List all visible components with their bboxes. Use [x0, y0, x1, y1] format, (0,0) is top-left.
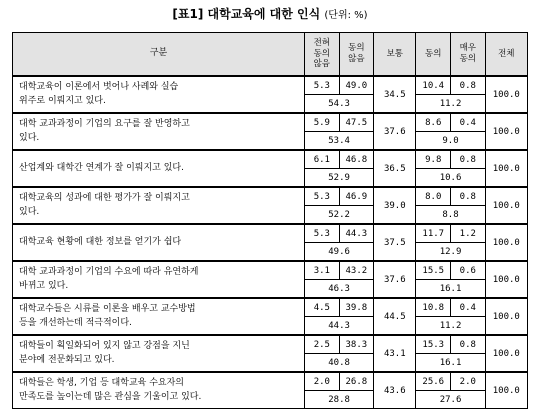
cell-agree-sum: 10.6 — [416, 169, 485, 188]
table-row — [13, 261, 528, 280]
cell-disagree-sum: 53.4 — [305, 132, 374, 151]
cell-total: 100.0 — [485, 76, 527, 113]
cell-strongly-disagree: 2.5 — [305, 335, 340, 354]
cell-neutral: 36.5 — [374, 150, 416, 187]
table-row — [13, 113, 528, 132]
cell-disagree: 47.5 — [339, 113, 374, 132]
header-strongly-disagree: 전혀 동의 않음 — [305, 33, 340, 77]
cell-agree: 15.3 — [416, 335, 451, 354]
cell-agree: 11.7 — [416, 224, 451, 243]
cell-disagree-sum: 28.8 — [305, 391, 374, 409]
cell-agree-sum: 11.2 — [416, 95, 485, 114]
cell-agree: 10.4 — [416, 76, 451, 95]
cell-total: 100.0 — [485, 150, 527, 187]
cell-disagree-sum: 40.8 — [305, 354, 374, 373]
cell-total: 100.0 — [485, 187, 527, 224]
cell-neutral: 34.5 — [374, 76, 416, 113]
cell-agree: 8.0 — [416, 187, 451, 206]
cell-strongly-disagree: 5.9 — [305, 113, 340, 132]
header-item: 구분 — [13, 33, 305, 77]
cell-disagree-sum: 54.3 — [305, 95, 374, 114]
cell-neutral: 37.6 — [374, 261, 416, 298]
cell-strongly-disagree: 3.1 — [305, 261, 340, 280]
cell-disagree: 49.0 — [339, 76, 374, 95]
cell-disagree-sum: 52.9 — [305, 169, 374, 188]
cell-strongly-disagree: 5.3 — [305, 76, 340, 95]
cell-agree-sum: 8.8 — [416, 206, 485, 225]
cell-strongly-agree: 2.0 — [451, 372, 486, 391]
cell-total: 100.0 — [485, 335, 527, 372]
cell-neutral: 44.5 — [374, 298, 416, 335]
cell-total: 100.0 — [485, 224, 527, 261]
cell-neutral: 37.6 — [374, 113, 416, 150]
row-item-label: 대학 교과과정이 기업의 수요에 따라 유연하게 바뀌고 있다. — [13, 261, 305, 298]
row-item-label: 산업계와 대학간 연계가 잘 이뤄지고 있다. — [13, 150, 305, 187]
cell-agree: 15.5 — [416, 261, 451, 280]
cell-total: 100.0 — [485, 298, 527, 335]
table-row — [13, 76, 528, 95]
cell-total: 100.0 — [485, 261, 527, 298]
cell-strongly-agree: 0.6 — [451, 261, 486, 280]
cell-total: 100.0 — [485, 113, 527, 150]
cell-agree-sum: 16.1 — [416, 280, 485, 299]
cell-agree-sum: 11.2 — [416, 317, 485, 336]
cell-disagree: 26.8 — [339, 372, 374, 391]
table-row — [13, 298, 528, 317]
header-neutral: 보통 — [374, 33, 416, 77]
cell-disagree: 39.8 — [339, 298, 374, 317]
cell-strongly-disagree: 5.3 — [305, 224, 340, 243]
row-item-label: 대학들이 획일화되어 있지 않고 강점을 지닌 분야에 전문화되고 있다. — [13, 335, 305, 372]
header-disagree: 동의 않음 — [339, 33, 374, 77]
header-strongly-agree: 매우 동의 — [451, 33, 486, 77]
table-row — [13, 187, 528, 206]
unit-label: (단위: %) — [324, 10, 368, 21]
header-total: 전체 — [485, 33, 527, 77]
cell-strongly-agree: 0.8 — [451, 76, 486, 95]
table-title-text: [표1] 대학교육에 대한 인식 — [172, 7, 321, 21]
cell-strongly-agree: 0.8 — [451, 335, 486, 354]
cell-total: 100.0 — [485, 372, 527, 409]
header-agree: 동의 — [416, 33, 451, 77]
cell-agree: 25.6 — [416, 372, 451, 391]
cell-strongly-agree: 0.8 — [451, 187, 486, 206]
table-row — [13, 335, 528, 354]
row-item-label: 대학교수들은 시류를 이론을 배우고 교수방법 등을 개선하는데 적극적이다. — [13, 298, 305, 335]
cell-disagree: 44.3 — [339, 224, 374, 243]
table-row — [13, 372, 528, 391]
row-item-label: 대학교육의 성과에 대한 평가가 잘 이뤄지고 있다. — [13, 187, 305, 224]
cell-strongly-agree: 0.4 — [451, 113, 486, 132]
cell-disagree-sum: 46.3 — [305, 280, 374, 299]
cell-strongly-disagree: 2.0 — [305, 372, 340, 391]
table-body — [13, 76, 528, 409]
cell-disagree-sum: 49.6 — [305, 243, 374, 262]
cell-agree-sum: 9.0 — [416, 132, 485, 151]
cell-disagree-sum: 52.2 — [305, 206, 374, 225]
cell-disagree: 46.8 — [339, 150, 374, 169]
row-item-label: 대학교육이 이론에서 벗어나 사례와 실습 위주로 이뤄지고 있다. — [13, 76, 305, 113]
cell-agree-sum: 12.9 — [416, 243, 485, 262]
row-item-label: 대학교육 현황에 대한 정보를 얻기가 쉽다 — [13, 224, 305, 261]
cell-strongly-disagree: 4.5 — [305, 298, 340, 317]
table-row — [13, 150, 528, 169]
cell-agree: 10.8 — [416, 298, 451, 317]
cell-strongly-agree: 1.2 — [451, 224, 486, 243]
row-item-label: 대학 교과과정이 기업의 요구를 잘 반영하고 있다. — [13, 113, 305, 150]
cell-neutral: 37.5 — [374, 224, 416, 261]
cell-neutral: 43.1 — [374, 335, 416, 372]
cell-strongly-agree: 0.8 — [451, 150, 486, 169]
table-title — [0, 5, 540, 22]
cell-neutral: 39.0 — [374, 187, 416, 224]
header-row — [13, 33, 528, 77]
cell-strongly-agree: 0.4 — [451, 298, 486, 317]
cell-strongly-disagree: 5.3 — [305, 187, 340, 206]
cell-disagree-sum: 44.3 — [305, 317, 374, 336]
cell-disagree: 38.3 — [339, 335, 374, 354]
cell-strongly-disagree: 6.1 — [305, 150, 340, 169]
cell-agree-sum: 16.1 — [416, 354, 485, 373]
cell-disagree: 46.9 — [339, 187, 374, 206]
cell-agree-sum: 27.6 — [416, 391, 485, 409]
cell-agree: 9.8 — [416, 150, 451, 169]
cell-neutral: 43.6 — [374, 372, 416, 409]
cell-disagree: 43.2 — [339, 261, 374, 280]
row-item-label: 대학들은 학생, 기업 등 대학교육 수요자의 만족도를 높이는데 많은 관심을 기울이고 있다. — [13, 372, 305, 409]
perception-table — [12, 32, 528, 409]
cell-agree: 8.6 — [416, 113, 451, 132]
table-row — [13, 224, 528, 243]
